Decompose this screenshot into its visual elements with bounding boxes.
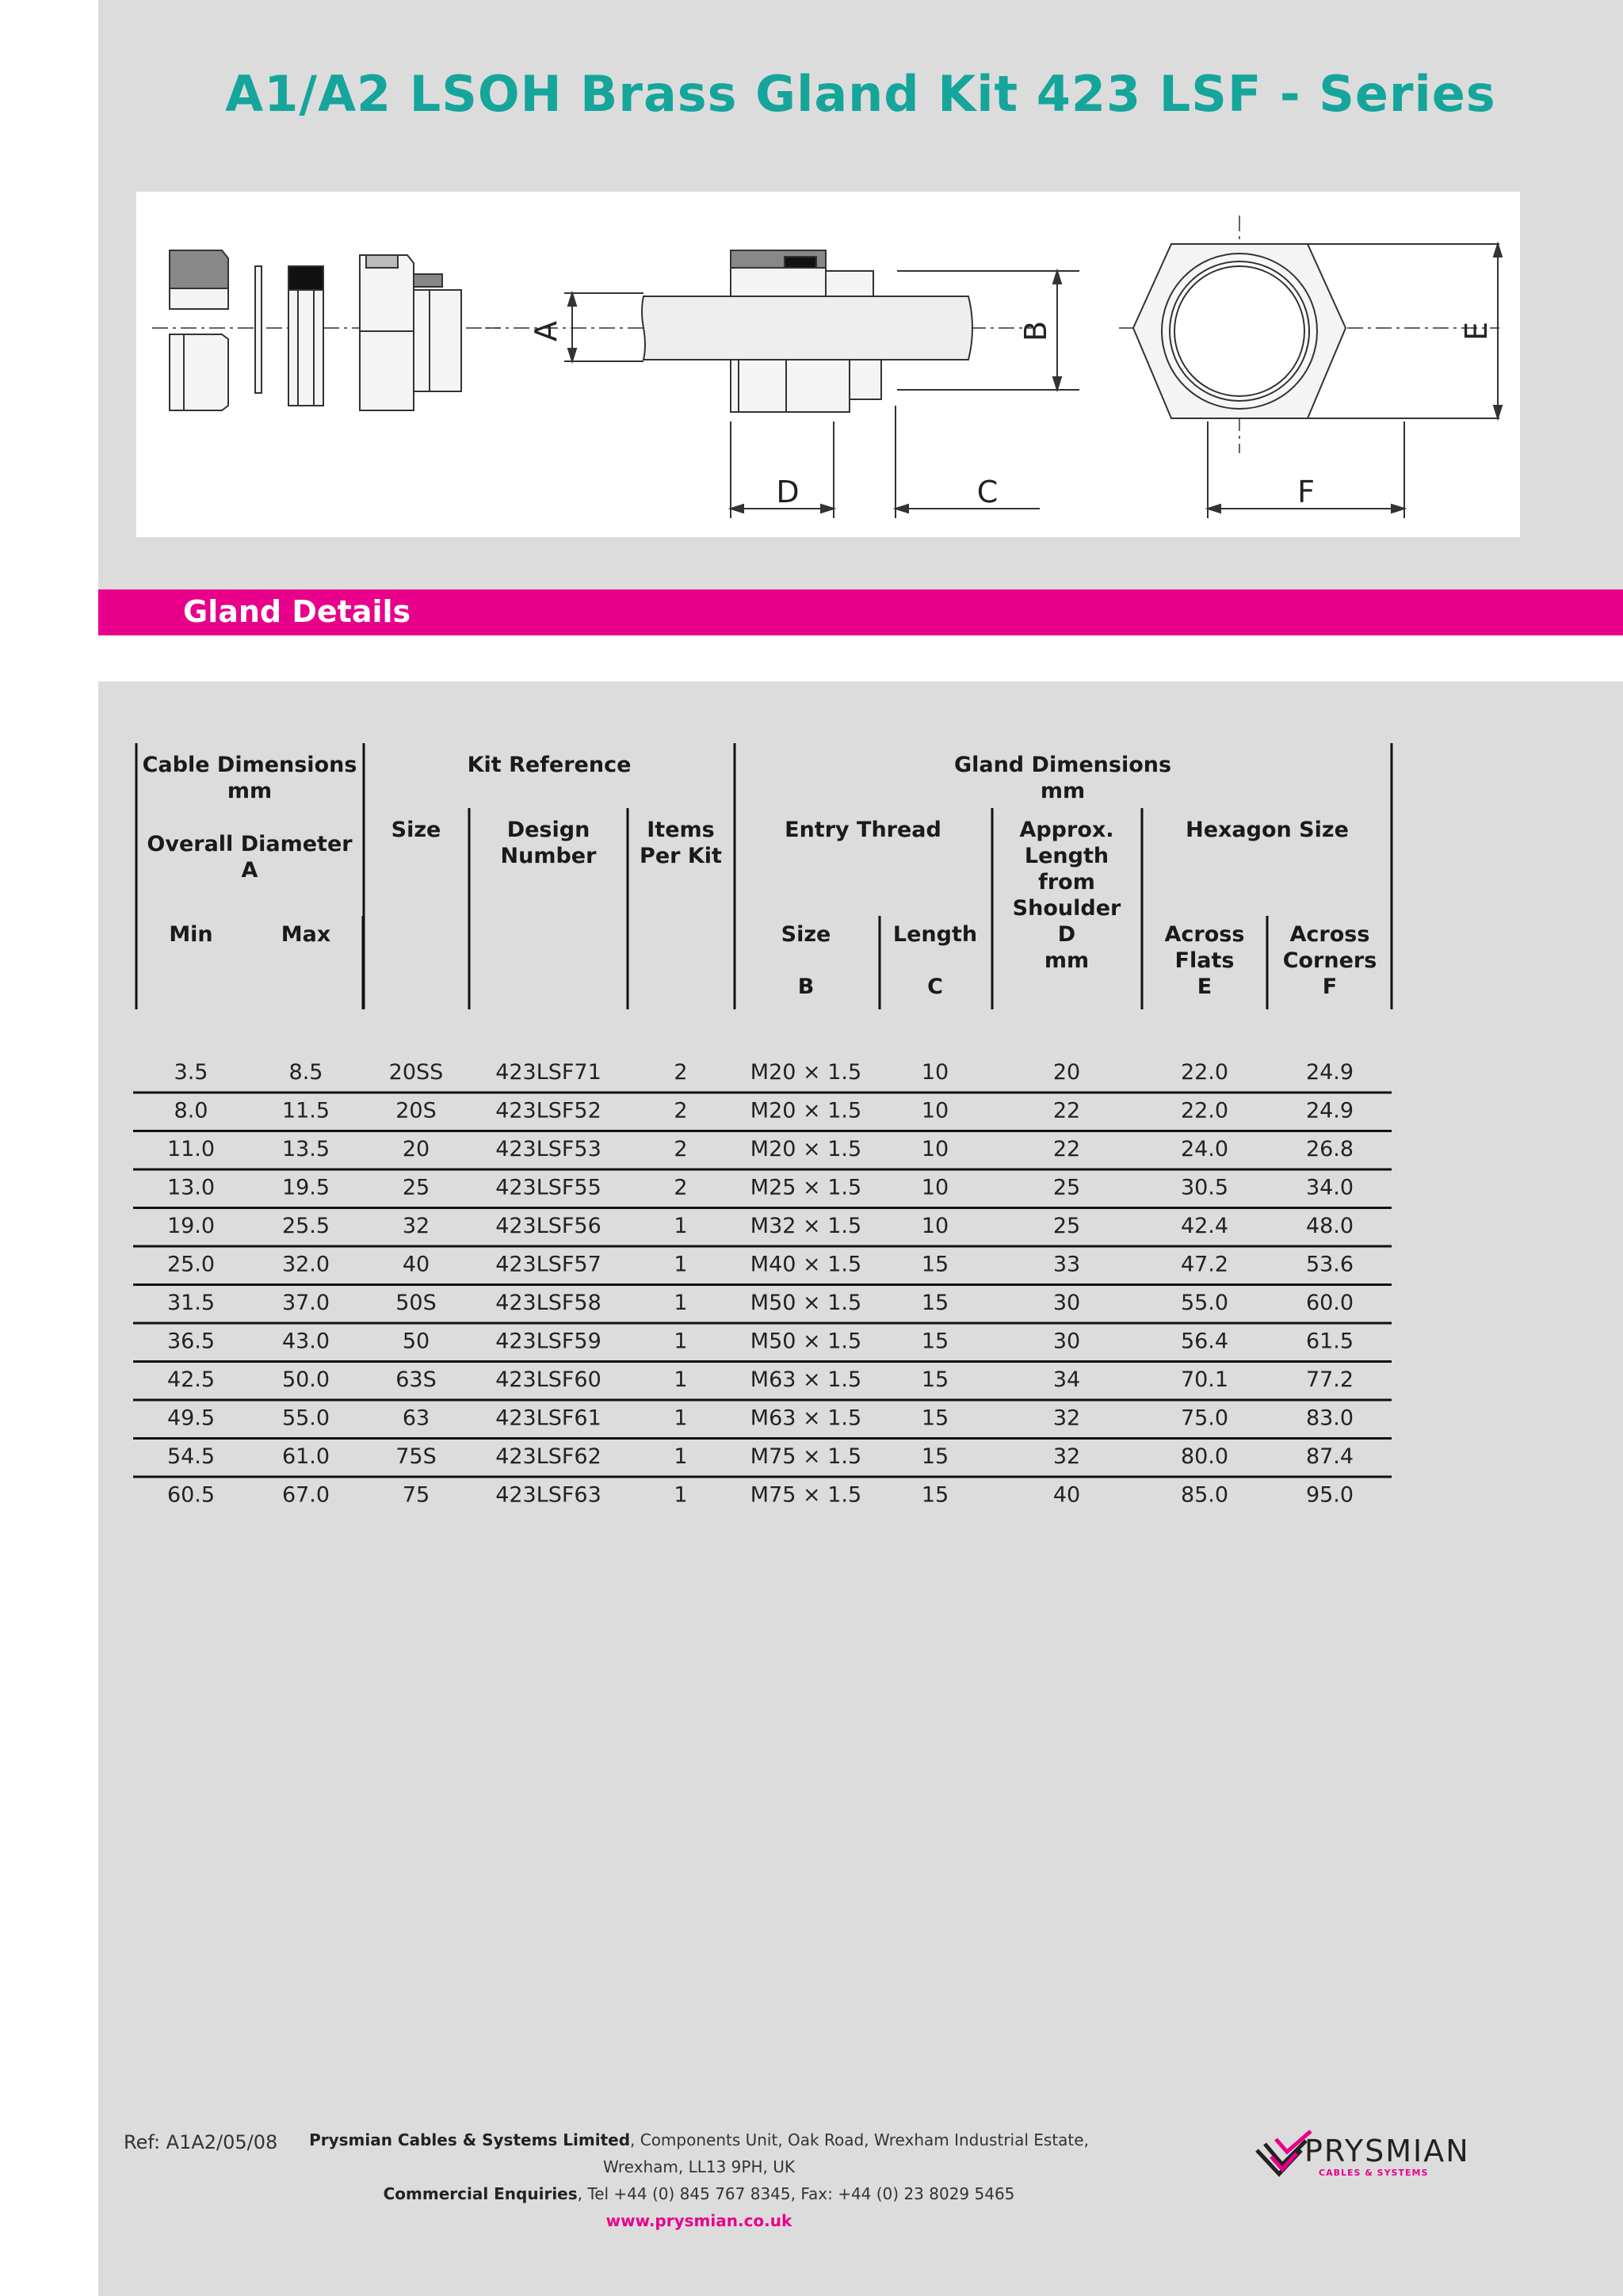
header-entry-thread: Entry Thread bbox=[785, 818, 941, 842]
logo-text: PRYSMIAN bbox=[1304, 2134, 1470, 2168]
table-cell: 423LSF71 bbox=[495, 1060, 601, 1085]
table-cell: 25.5 bbox=[281, 1214, 330, 1238]
table-cell: 48.0 bbox=[1305, 1214, 1354, 1238]
table-cell: 2 bbox=[674, 1175, 688, 1200]
table-cell: M63 × 1.5 bbox=[750, 1367, 862, 1392]
table-row bbox=[133, 1444, 1392, 1477]
header-thread-length: Length bbox=[892, 922, 978, 947]
table-cell: 13.0 bbox=[166, 1175, 216, 1200]
table-cell: 32 bbox=[1052, 1405, 1081, 1431]
table-cell: 87.4 bbox=[1305, 1444, 1354, 1469]
table-cell: 80.0 bbox=[1180, 1444, 1229, 1469]
table-cell: 60.0 bbox=[1305, 1291, 1354, 1315]
table-cell: 25 bbox=[1052, 1175, 1081, 1200]
header-hexagon-size: Hexagon Size bbox=[1186, 818, 1349, 842]
header-across-flats: Across bbox=[1164, 922, 1245, 947]
table-cell: 15 bbox=[921, 1367, 949, 1392]
table-cell: 22.0 bbox=[1180, 1060, 1229, 1085]
header-kit-reference: Kit Reference bbox=[467, 753, 632, 777]
logo-subtext: CABLES & SYSTEMS bbox=[1319, 2168, 1429, 2178]
table-cell: 20S bbox=[395, 1098, 437, 1123]
table-cell: 32 bbox=[402, 1214, 430, 1238]
header-thread-size: Size bbox=[781, 922, 831, 947]
enquiries-line bbox=[271, 2180, 1127, 2207]
gland-technical-drawing bbox=[136, 192, 1520, 537]
header-design: Design bbox=[506, 818, 590, 842]
table-cell: 55.0 bbox=[281, 1405, 330, 1431]
table-cell: 1 bbox=[674, 1291, 688, 1315]
table-cell: 15 bbox=[921, 1252, 949, 1277]
table-cell: 43.0 bbox=[281, 1329, 330, 1354]
table-cell: 40 bbox=[1052, 1482, 1081, 1508]
table-cell: 1 bbox=[674, 1482, 688, 1508]
table-cell: 1 bbox=[674, 1444, 688, 1469]
section-banner-title: Gland Details bbox=[183, 594, 411, 629]
table-cell: 36.5 bbox=[166, 1329, 216, 1354]
table-cell: 95.0 bbox=[1305, 1482, 1354, 1508]
table-row bbox=[167, 1483, 1354, 1508]
table-cell: 8.5 bbox=[288, 1060, 323, 1085]
table-cell: 42.4 bbox=[1180, 1214, 1229, 1238]
header-across-corners: Corners bbox=[1282, 948, 1377, 973]
table-cell: 33 bbox=[1052, 1252, 1081, 1277]
table-cell: 2 bbox=[674, 1137, 688, 1161]
prysmian-logo bbox=[1255, 2125, 1572, 2188]
table-cell: 67.0 bbox=[281, 1482, 330, 1508]
table-cell: 75S bbox=[395, 1444, 437, 1469]
table-cell: 10 bbox=[921, 1175, 949, 1200]
header-across-corners: Across bbox=[1289, 922, 1370, 947]
dim-label-e: E bbox=[1459, 321, 1494, 341]
table-cell: 25 bbox=[1052, 1214, 1081, 1238]
table-cell: 15 bbox=[921, 1291, 949, 1315]
table-row bbox=[133, 1099, 1392, 1131]
header-thread-length-symbol: C bbox=[927, 974, 943, 999]
table-cell: 15 bbox=[921, 1444, 949, 1469]
table-cell: 24.9 bbox=[1305, 1098, 1354, 1123]
table-cell: 8.0 bbox=[174, 1098, 208, 1123]
table-cell: 31.5 bbox=[166, 1291, 216, 1315]
company-address-line bbox=[271, 2126, 1127, 2180]
dim-label-b: B bbox=[1018, 320, 1053, 342]
table-cell: 10 bbox=[921, 1137, 949, 1161]
table-row bbox=[133, 1367, 1392, 1400]
table-cell: 13.5 bbox=[281, 1137, 330, 1161]
table-header bbox=[143, 753, 1377, 999]
table-cell: 54.5 bbox=[166, 1444, 216, 1469]
table-cell: 63S bbox=[395, 1367, 437, 1392]
dim-label-a: A bbox=[529, 321, 563, 341]
table-cell: 30 bbox=[1052, 1291, 1081, 1315]
table-cell: 49.5 bbox=[166, 1405, 216, 1431]
table-cell: 50S bbox=[395, 1291, 437, 1315]
header-approx-line: mm bbox=[1044, 948, 1090, 973]
table-cell: 10 bbox=[921, 1098, 949, 1123]
header-min: Min bbox=[169, 922, 213, 947]
table-cell: 22.0 bbox=[1180, 1098, 1229, 1123]
section-divider bbox=[98, 635, 1623, 681]
header-per-kit: Per Kit bbox=[640, 844, 722, 868]
header-overall-symbol: A bbox=[241, 858, 258, 883]
table-cell: 423LSF55 bbox=[495, 1175, 601, 1200]
table-cell: 1 bbox=[674, 1214, 688, 1238]
table-cell: M20 × 1.5 bbox=[750, 1060, 862, 1085]
table-cell: 32.0 bbox=[281, 1252, 330, 1277]
table-cell: 53.6 bbox=[1305, 1252, 1354, 1277]
table-cell: M20 × 1.5 bbox=[750, 1098, 862, 1123]
table-cell: 50.0 bbox=[281, 1367, 330, 1392]
header-max: Max bbox=[281, 922, 331, 947]
table-cell: 77.2 bbox=[1305, 1367, 1354, 1392]
table-cell: 423LSF63 bbox=[495, 1482, 601, 1508]
table-cell: 20 bbox=[1052, 1060, 1081, 1085]
table-cell: 423LSF57 bbox=[495, 1252, 601, 1277]
header-items: Items bbox=[647, 818, 715, 842]
table-cell: 15 bbox=[921, 1405, 949, 1431]
table-cell: 22 bbox=[1052, 1137, 1081, 1161]
table-cell: 2 bbox=[674, 1098, 688, 1123]
dim-label-d: D bbox=[776, 475, 800, 509]
enquiries-contact: , Tel +44 (0) 845 767 8345, Fax: +44 (0) 23 8029 5465 bbox=[577, 2184, 1015, 2203]
dim-label-c: C bbox=[976, 475, 999, 509]
table-cell: 60.5 bbox=[166, 1482, 216, 1508]
table-cell: 47.2 bbox=[1180, 1252, 1229, 1277]
table-cell: 32 bbox=[1052, 1444, 1081, 1469]
table-cell: 63 bbox=[402, 1405, 430, 1431]
header-cable-units: mm bbox=[227, 779, 273, 803]
table-cell: 423LSF58 bbox=[495, 1291, 601, 1315]
table-cell: 15 bbox=[921, 1482, 949, 1508]
company-name: Prysmian Cables & Systems Limited bbox=[309, 2130, 631, 2149]
table-cell: 1 bbox=[674, 1252, 688, 1277]
table-cell: 22 bbox=[1052, 1098, 1081, 1123]
table-cell: 42.5 bbox=[166, 1367, 216, 1392]
header-approx-line: D bbox=[1057, 922, 1076, 947]
table-cell: 19.5 bbox=[281, 1175, 330, 1200]
table-cell: 10 bbox=[921, 1060, 949, 1085]
company-contact bbox=[271, 2126, 1127, 2234]
table-cell: 3.5 bbox=[174, 1060, 208, 1085]
table-row bbox=[133, 1137, 1392, 1169]
table-cell: M50 × 1.5 bbox=[750, 1329, 862, 1354]
table-cell: M75 × 1.5 bbox=[750, 1444, 862, 1469]
table-row bbox=[133, 1176, 1392, 1208]
header-across-corners-symbol: F bbox=[1322, 974, 1338, 999]
table-cell: 70.1 bbox=[1180, 1367, 1229, 1392]
table-row bbox=[133, 1253, 1392, 1285]
header-overall-diameter: Overall Diameter bbox=[147, 832, 353, 856]
table-row bbox=[133, 1214, 1392, 1246]
table-row bbox=[133, 1329, 1392, 1362]
header-gland-dimensions: Gland Dimensions bbox=[953, 753, 1172, 777]
gland-details-table bbox=[133, 743, 1393, 1520]
page-title: A1/A2 LSOH Brass Gland Kit 423 LSF - Series bbox=[225, 65, 1496, 123]
table-cell: 423LSF60 bbox=[495, 1367, 601, 1392]
table-cell: 10 bbox=[921, 1214, 949, 1238]
page-footer bbox=[98, 2117, 1623, 2230]
table-cell: 423LSF52 bbox=[495, 1098, 601, 1123]
table-cell: 40 bbox=[402, 1252, 430, 1277]
table-cell: 1 bbox=[674, 1367, 688, 1392]
header-across-flats: Flats bbox=[1174, 948, 1235, 973]
table-cell: 25.0 bbox=[166, 1252, 216, 1277]
table-row bbox=[133, 1060, 1392, 1093]
table-cell: 20 bbox=[402, 1137, 430, 1161]
table-cell: M50 × 1.5 bbox=[750, 1291, 862, 1315]
logo-mark-icon bbox=[1257, 2131, 1311, 2174]
dim-label-f: F bbox=[1297, 475, 1315, 509]
table-cell: M25 × 1.5 bbox=[750, 1175, 862, 1200]
table-cell: 423LSF61 bbox=[495, 1405, 601, 1431]
table-cell: 56.4 bbox=[1180, 1329, 1229, 1354]
header-approx-line: Length bbox=[1024, 844, 1109, 868]
table-cell: 55.0 bbox=[1180, 1291, 1229, 1315]
table-cell: 75.0 bbox=[1180, 1405, 1229, 1431]
table-cell: 19.0 bbox=[166, 1214, 216, 1238]
header-number: Number bbox=[500, 844, 597, 868]
header-approx-line: from bbox=[1038, 870, 1095, 894]
table-cell: 26.8 bbox=[1305, 1137, 1354, 1161]
table-cell: 30 bbox=[1052, 1329, 1081, 1354]
table-cell: 24.0 bbox=[1180, 1137, 1229, 1161]
table-cell: 34 bbox=[1052, 1367, 1081, 1392]
header-gland-units: mm bbox=[1040, 779, 1086, 803]
table-cell: 37.0 bbox=[281, 1291, 330, 1315]
header-size: Size bbox=[391, 818, 441, 842]
table-cell: 83.0 bbox=[1305, 1405, 1354, 1431]
table-row bbox=[133, 1291, 1392, 1323]
header-across-flats-symbol: E bbox=[1197, 974, 1212, 999]
table-cell: 25 bbox=[402, 1175, 430, 1200]
table-cell: 75 bbox=[402, 1482, 430, 1508]
section-banner bbox=[98, 589, 1623, 635]
table-cell: 11.5 bbox=[281, 1098, 330, 1123]
table-cell: 20SS bbox=[388, 1060, 444, 1085]
table-cell: 85.0 bbox=[1180, 1482, 1229, 1508]
table-cell: M20 × 1.5 bbox=[750, 1137, 862, 1161]
table-cell: 1 bbox=[674, 1405, 688, 1431]
table-cell: 34.0 bbox=[1305, 1175, 1354, 1200]
table-cell: 50 bbox=[402, 1329, 430, 1354]
table-cell: 1 bbox=[674, 1329, 688, 1354]
gland-parts-exploded bbox=[152, 250, 501, 410]
table-cell: 423LSF59 bbox=[495, 1329, 601, 1354]
table-cell: 15 bbox=[921, 1329, 949, 1354]
table-cell: M32 × 1.5 bbox=[750, 1214, 862, 1238]
table-cell: 30.5 bbox=[1180, 1175, 1229, 1200]
table-cell: 61.5 bbox=[1305, 1329, 1354, 1354]
document-reference: Ref: A1A2/05/08 bbox=[124, 2131, 278, 2153]
table-cell: 61.0 bbox=[281, 1444, 330, 1469]
table-cell: M40 × 1.5 bbox=[750, 1252, 862, 1277]
table-cell: 423LSF53 bbox=[495, 1137, 601, 1161]
header-approx-line: Shoulder bbox=[1012, 896, 1121, 921]
header-cable-dimensions: Cable Dimensions bbox=[142, 753, 357, 777]
table-cell: 11.0 bbox=[166, 1137, 216, 1161]
table-cell: 423LSF62 bbox=[495, 1444, 601, 1469]
table-cell: M63 × 1.5 bbox=[750, 1405, 862, 1431]
table-row bbox=[133, 1406, 1392, 1439]
gland-end-view bbox=[1119, 215, 1502, 518]
table-cell: 24.9 bbox=[1305, 1060, 1354, 1085]
header-approx-line: Approx. bbox=[1019, 818, 1114, 842]
company-address: , Components Unit, Oak Road, Wrexham Industrial Estate, Wrexham, LL13 9PH, UK bbox=[603, 2130, 1089, 2176]
table-cell: 423LSF56 bbox=[495, 1214, 601, 1238]
table-cell: 2 bbox=[674, 1060, 688, 1085]
enquiries-label: Commercial Enquiries bbox=[383, 2184, 578, 2203]
header-thread-size-symbol: B bbox=[797, 974, 815, 999]
table-body bbox=[133, 1060, 1392, 1508]
website-link[interactable]: www.prysmian.co.uk bbox=[605, 2211, 792, 2230]
table-cell: M75 × 1.5 bbox=[750, 1482, 862, 1508]
